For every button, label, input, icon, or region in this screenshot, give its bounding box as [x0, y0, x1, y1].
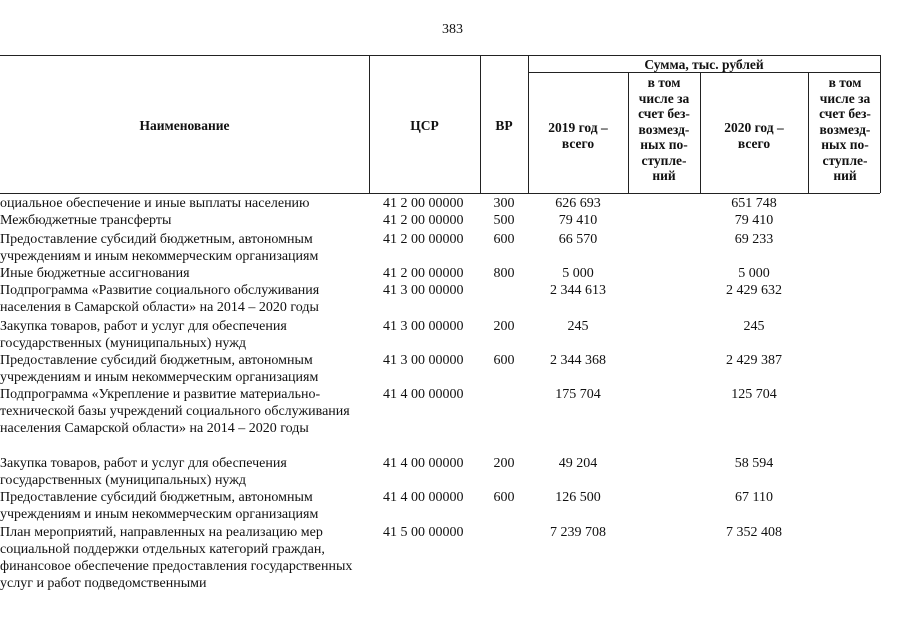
col-divider — [628, 72, 629, 193]
row-name: Предоставление субсидий бюджетным, автономным учреждениям и иным некоммерческим организациям — [0, 353, 319, 385]
header-2019-incl: в том числе за счет без-возмезд-ных по-ступле-ний — [638, 75, 690, 183]
header-bottom-rule — [0, 193, 880, 194]
row-2019: 245 — [567, 319, 589, 334]
header-vr: ВР — [495, 118, 513, 133]
header-2019-total: 2019 год – всего — [548, 120, 608, 151]
header-csr: ЦСР — [410, 118, 439, 133]
row-2019: 626 693 — [555, 196, 601, 211]
row-csr: 41 4 00 00000 — [383, 387, 464, 402]
header-2020-incl: в том числе за счет без-возмезд-ных по-ступле-ний — [819, 75, 871, 183]
row-2020: 651 748 — [731, 196, 777, 211]
header-name: Наименование — [139, 118, 230, 133]
row-name: Подпрограмма «Развитие социального обслуживания населения в Самарской области» на 2014 – 2020 годы — [0, 283, 320, 315]
row-2019: 7 239 708 — [550, 525, 606, 540]
row-2019: 49 204 — [558, 456, 598, 471]
row-2020: 245 — [743, 319, 765, 334]
row-name: Подпрограмма «Укрепление и развитие материально-технической базы учреждений социального обслуживания населения Самарской области» на 2014 – 2020 годы — [0, 387, 350, 436]
row-2019: 2 344 368 — [550, 353, 606, 368]
row-vr: 200 — [493, 456, 515, 471]
row-2019: 66 570 — [558, 232, 598, 247]
row-2020: 69 233 — [734, 232, 774, 247]
col-divider — [528, 55, 529, 193]
row-2020: 125 704 — [731, 387, 777, 402]
page-number: 383 — [442, 22, 463, 37]
header-2020-total: 2020 год – всего — [724, 120, 784, 151]
row-csr: 41 2 00 00000 — [383, 196, 464, 211]
row-name: оциальное обеспечение и иные выплаты населению — [0, 196, 310, 211]
row-2019: 126 500 — [555, 490, 601, 505]
header-top-rule — [0, 55, 880, 56]
row-csr: 41 2 00 00000 — [383, 213, 464, 228]
row-vr: 600 — [493, 490, 515, 505]
col-divider — [700, 72, 701, 193]
row-2020: 79 410 — [734, 213, 774, 228]
row-2020: 7 352 408 — [726, 525, 782, 540]
row-name: Предоставление субсидий бюджетным, автономным учреждениям и иным некоммерческим организациям — [0, 490, 319, 522]
row-2019: 175 704 — [555, 387, 601, 402]
row-csr: 41 4 00 00000 — [383, 456, 464, 471]
row-2020: 2 429 387 — [726, 353, 782, 368]
row-name: Предоставление субсидий бюджетным, автономным учреждениям и иным некоммерческим организациям — [0, 232, 319, 264]
row-2019: 79 410 — [558, 213, 598, 228]
row-csr: 41 3 00 00000 — [383, 283, 464, 298]
row-vr: 500 — [493, 213, 515, 228]
row-csr: 41 5 00 00000 — [383, 525, 464, 540]
row-name: Иные бюджетные ассигнования — [0, 266, 190, 281]
row-vr: 300 — [493, 196, 515, 211]
row-2019: 5 000 — [562, 266, 594, 281]
row-csr: 41 3 00 00000 — [383, 353, 464, 368]
row-2019: 2 344 613 — [550, 283, 606, 298]
row-name: Межбюджетные трансферты — [0, 213, 172, 228]
row-name: Закупка товаров, работ и услуг для обеспечения государственных (муниципальных) нужд — [0, 456, 287, 488]
row-vr: 200 — [493, 319, 515, 334]
row-vr: 800 — [493, 266, 515, 281]
header-sum: Сумма, тыс. рублей — [644, 57, 764, 72]
col-divider — [880, 55, 881, 193]
row-csr: 41 2 00 00000 — [383, 232, 464, 247]
row-2020: 67 110 — [735, 490, 773, 505]
row-csr: 41 4 00 00000 — [383, 490, 464, 505]
row-name: План мероприятий, направленных на реализацию мер социальной поддержки отдельных категорий граждан, финансовое обеспечение предоставления государственных услуг и работ подведомственными — [0, 525, 353, 591]
row-name: Закупка товаров, работ и услуг для обеспечения государственных (муниципальных) нужд — [0, 319, 287, 351]
row-csr: 41 2 00 00000 — [383, 266, 464, 281]
col-divider — [808, 72, 809, 193]
row-vr: 600 — [493, 232, 515, 247]
row-2020: 5 000 — [738, 266, 770, 281]
row-2020: 2 429 632 — [726, 283, 782, 298]
row-2020: 58 594 — [734, 456, 774, 471]
row-csr: 41 3 00 00000 — [383, 319, 464, 334]
row-vr: 600 — [493, 353, 515, 368]
